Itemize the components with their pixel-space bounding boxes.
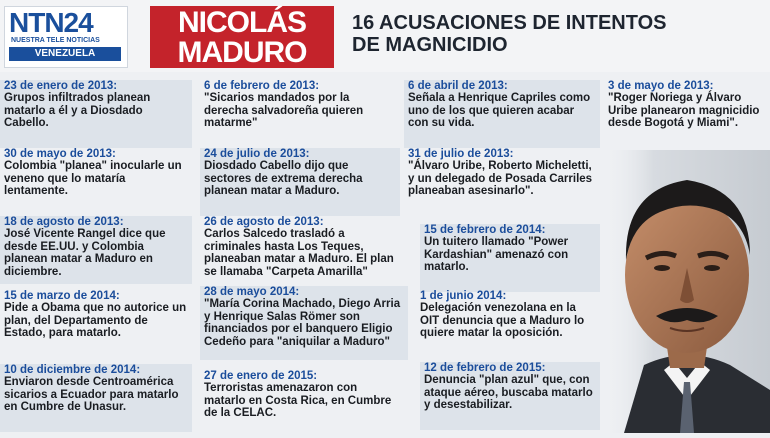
accusation-text: Carlos Salcedo trasladó a criminales hasta Los Teques, planeaban matar a Maduro. El plan se llamaba "Carpeta Amarilla": [204, 228, 394, 278]
accusation-text: "Álvaro Uribe, Roberto Micheletti, y un delegado de Posada Carriles planeaban asesinarlo".: [408, 160, 593, 197]
accusation-text: "Roger Noriega y Álvaro Uribe planearon magnicidio desde Bogotá y Miami".: [608, 92, 760, 129]
accusation-date: 18 de agosto de 2013:: [4, 216, 124, 228]
accusation-item: [420, 362, 600, 430]
name-line-2: MADURO: [177, 36, 307, 69]
logo-tagline: NUESTRA TELE NOTICIAS: [11, 37, 100, 44]
accusation-item: [404, 148, 600, 216]
name-line-1: NICOLÁS: [178, 6, 306, 39]
accusation-item: [200, 370, 400, 438]
accusation-item: [200, 216, 400, 284]
accusation-date: 15 de febrero de 2014:: [424, 224, 546, 236]
accusation-text: Diosdado Cabello dijo que sectores de extrema derecha planean matar a Maduro.: [204, 160, 363, 197]
accusation-date: 6 de abril de 2013:: [408, 80, 508, 92]
accusation-text: "María Corina Machado, Diego Arria y Henrique Salas Römer son financiados por el banquero Eligio Cedeño para "aniquilar a Maduro": [204, 298, 401, 348]
accusation-text: Terroristas amenazaron con matarlo en Costa Rica, en Cumbre de la CELAC.: [204, 382, 392, 419]
accusation-text: "Sicarios mandados por la derecha salvadoreña quieren matarme": [204, 92, 364, 129]
accusation-date: 23 de enero de 2013:: [4, 80, 118, 92]
accusation-item: [0, 216, 192, 284]
header-banner: [0, 0, 770, 72]
accusation-date: 28 de mayo 2014:: [204, 286, 300, 298]
accusation-text: Enviaron desde Centroamérica sicarios a Ecuador para matarlo en Cumbre de Unasur.: [4, 376, 179, 413]
accusation-date: 6 de febrero de 2013:: [204, 80, 320, 92]
accusation-item: [0, 148, 192, 216]
ntn24-logo: [4, 6, 128, 68]
headline-line-2: DE MAGNICIDIO: [352, 34, 508, 56]
accusation-date: 26 de agosto de 2013:: [204, 216, 324, 228]
accusation-item: [200, 80, 400, 148]
accusation-item: [420, 224, 600, 292]
accusation-date: 12 de febrero de 2015:: [424, 362, 546, 374]
accusation-item: [0, 290, 192, 358]
accusation-text: Pide a Obama que no autorice un plan, del Departamento de Estado, para matarlo.: [4, 302, 187, 339]
accusation-date: 24 de julio de 2013:: [204, 148, 310, 160]
accusation-date: 30 de mayo de 2013:: [4, 148, 116, 160]
accusation-item: [200, 148, 400, 216]
accusation-text: José Vicente Rangel dice que desde EE.UU. y Colombia planean matar a Maduro en diciembre.: [4, 228, 166, 278]
accusation-text: Un tuitero llamado "Power Kardashian" amenazó con matarlo.: [424, 236, 569, 273]
accusation-text: Señala a Henrique Capriles como uno de los que quieren acabar con su vida.: [408, 92, 591, 129]
maduro-portrait: [604, 150, 770, 433]
accusation-item: [604, 80, 770, 148]
accusation-date: 10 de diciembre de 2014:: [4, 364, 141, 376]
accusation-date: 27 de enero de 2015:: [204, 370, 318, 382]
accusation-text: Delegación venezolana en la OIT denuncia que a Maduro lo quiere matar la oposición.: [420, 302, 585, 339]
accusation-item: [416, 290, 600, 358]
accusation-item: [200, 286, 408, 360]
accusation-text: Colombia "planea" inocularle un veneno que lo mataría lentamente.: [4, 160, 182, 197]
headline: [352, 12, 672, 56]
accusation-date: 31 de julio de 2013:: [408, 148, 514, 160]
name-box: [150, 6, 334, 68]
accusation-date: 3 de mayo de 2013:: [608, 80, 714, 92]
accusation-item: [0, 364, 192, 432]
accusation-text: Grupos infiltrados planean matarlo a él y a Diosdado Cabello.: [4, 92, 151, 129]
accusation-text: Denuncia "plan azul" que, con ataque aéreo, buscaba matarlo y desestabilizar.: [424, 374, 593, 411]
accusation-date: 15 de marzo de 2014:: [4, 290, 120, 302]
logo-wordmark: NTN24: [9, 7, 93, 38]
accusation-item: [0, 80, 192, 148]
accusation-date: 1 de junio 2014:: [420, 290, 507, 302]
accusation-item: [404, 80, 600, 148]
logo-country: VENEZUELA: [9, 47, 121, 61]
headline-line-1: 16 ACUSACIONES DE INTENTOS: [352, 12, 667, 34]
